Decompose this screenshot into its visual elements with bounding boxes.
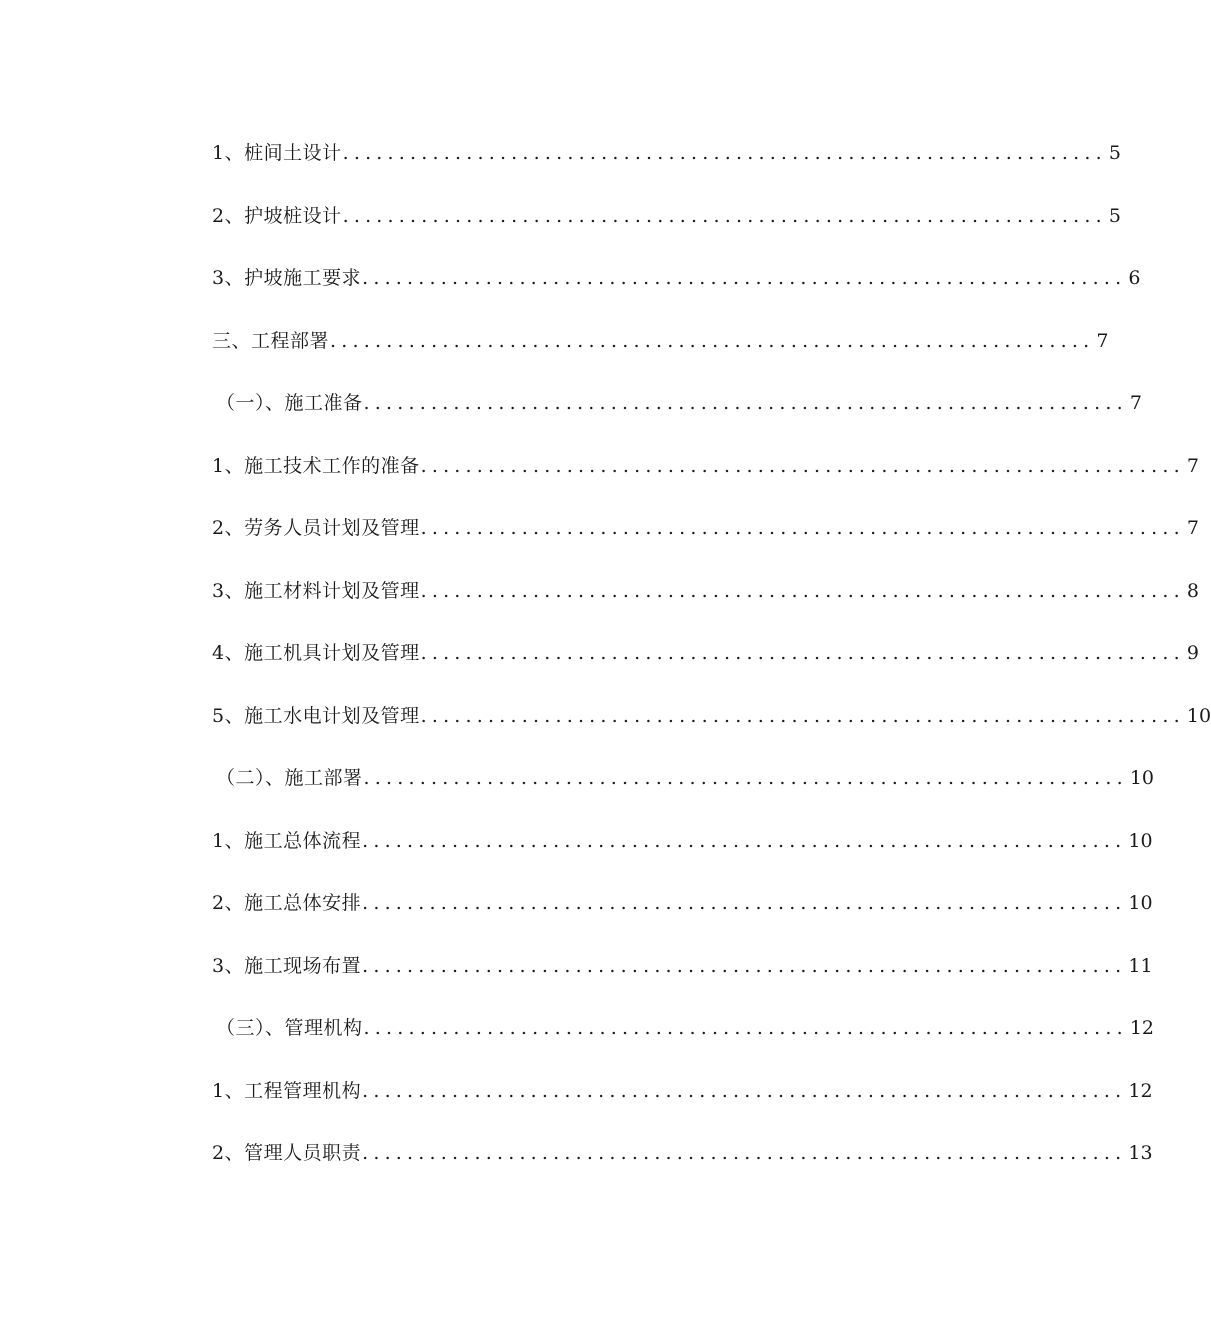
toc-entry-page: 7: [1186, 454, 1199, 477]
table-of-contents: [212, 134, 1211, 1197]
dot-leader: ....................................................................: [362, 267, 1127, 289]
toc-entry[interactable]: [212, 884, 1153, 947]
dot-leader: ....................................................................: [362, 1079, 1127, 1102]
toc-entry[interactable]: [212, 697, 1211, 760]
dot-leader: ....................................................................: [362, 829, 1127, 852]
toc-entry-title: 1、工程管理机构: [212, 1079, 362, 1102]
toc-entry[interactable]: [212, 322, 1109, 385]
dot-leader: ....................................................................: [342, 204, 1107, 227]
dot-leader: ....................................................................: [330, 329, 1095, 352]
toc-entry-page: 13: [1128, 1142, 1153, 1164]
toc-entry-page: 10: [1186, 704, 1211, 727]
toc-entry-title: （一）、施工准备: [216, 392, 363, 414]
dot-leader: ....................................................................: [420, 517, 1185, 539]
toc-entry[interactable]: [212, 259, 1141, 322]
toc-entry[interactable]: [212, 134, 1121, 197]
toc-entry-page: 7: [1096, 329, 1109, 352]
toc-entry-page: 10: [1128, 892, 1153, 914]
toc-entry[interactable]: [212, 822, 1153, 885]
dot-leader: ....................................................................: [363, 1017, 1128, 1039]
dot-leader: ....................................................................: [420, 642, 1185, 664]
toc-entry-page: 12: [1128, 1079, 1153, 1102]
toc-entry-title: 3、护坡施工要求: [212, 267, 362, 289]
toc-entry-title: 2、护坡桩设计: [212, 204, 342, 227]
toc-entry-page: 5: [1108, 204, 1121, 227]
toc-entry-title: 4、施工机具计划及管理: [212, 642, 420, 664]
toc-entry-page: 12: [1129, 1017, 1154, 1039]
toc-entry-title: 3、施工现场布置: [212, 954, 362, 977]
toc-entry-title: 1、桩间土设计: [212, 142, 342, 164]
toc-entry[interactable]: [212, 634, 1199, 697]
toc-entry[interactable]: [212, 572, 1199, 635]
dot-leader: ....................................................................: [362, 1142, 1127, 1164]
dot-leader: ....................................................................: [363, 767, 1128, 789]
toc-entry-page: 5: [1108, 142, 1121, 164]
toc-entry-title: 2、施工总体安排: [212, 892, 362, 914]
toc-entry-title: 3、施工材料计划及管理: [212, 579, 420, 602]
toc-entry-title: 2、劳务人员计划及管理: [212, 517, 420, 539]
toc-entry-page: 9: [1186, 642, 1199, 664]
dot-leader: ....................................................................: [420, 579, 1185, 602]
toc-entry[interactable]: [212, 759, 1154, 822]
toc-entry[interactable]: [212, 384, 1142, 447]
toc-entry-title: 1、施工总体流程: [212, 829, 362, 852]
toc-entry[interactable]: [212, 447, 1199, 510]
dot-leader: ....................................................................: [420, 704, 1185, 727]
toc-entry[interactable]: [212, 1072, 1153, 1135]
toc-entry-page: 7: [1129, 392, 1142, 414]
dot-leader: ....................................................................: [362, 892, 1127, 914]
toc-entry[interactable]: [212, 947, 1153, 1010]
dot-leader: ....................................................................: [363, 392, 1128, 414]
dot-leader: ....................................................................: [420, 454, 1185, 477]
toc-entry-page: 10: [1129, 767, 1154, 789]
toc-entry-title: （二）、施工部署: [216, 767, 363, 789]
toc-entry-title: 三、工程部署: [212, 329, 330, 352]
toc-entry[interactable]: [212, 509, 1199, 572]
toc-entry-title: 5、施工水电计划及管理: [212, 704, 420, 727]
toc-entry-title: 1、施工技术工作的准备: [212, 454, 420, 477]
toc-entry-page: 7: [1186, 517, 1199, 539]
toc-entry-title: 2、管理人员职责: [212, 1142, 362, 1164]
toc-entry-page: 11: [1128, 954, 1153, 977]
toc-entry[interactable]: [212, 1009, 1154, 1072]
toc-entry-title: （三）、管理机构: [216, 1017, 363, 1039]
toc-entry-page: 6: [1128, 267, 1141, 289]
toc-entry-page: 10: [1128, 829, 1153, 852]
dot-leader: ....................................................................: [342, 142, 1107, 164]
toc-entry-page: 8: [1186, 579, 1199, 602]
dot-leader: ....................................................................: [362, 954, 1127, 977]
toc-entry[interactable]: [212, 1134, 1153, 1197]
toc-entry[interactable]: [212, 197, 1121, 260]
